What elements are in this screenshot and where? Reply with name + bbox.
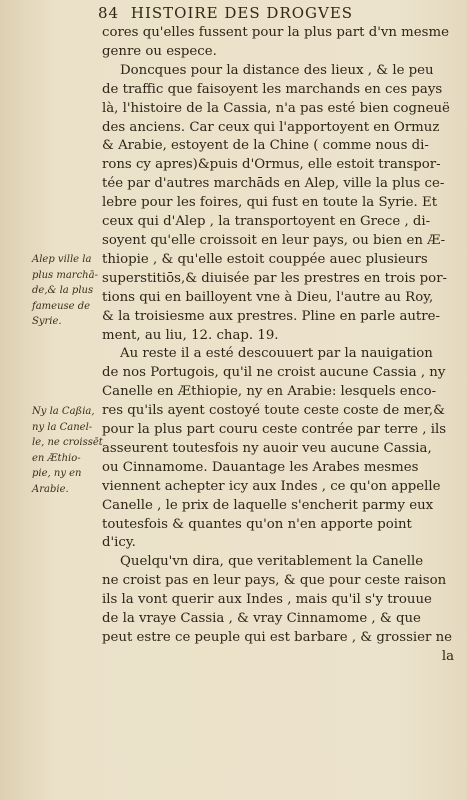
- text-line: viennent achepter icy aux Indes , ce qu'on appelle: [102, 478, 441, 494]
- text-line: peut estre ce peuple qui est barbare , & grossier ne: [102, 630, 453, 645]
- text-line: Au reste il a esté descouuert par la nauigation: [120, 346, 433, 362]
- page-header: [98, 4, 448, 22]
- margin-note-line: plus marchā-: [32, 269, 98, 281]
- margin-note-line: ny la Canel-: [32, 421, 93, 433]
- text-line: ment, au liu, 12. chap. 19.: [102, 327, 279, 343]
- margin-note-line: Syrie.: [32, 316, 62, 327]
- text-line: Doncques pour la distance des lieux , & le peu: [120, 62, 434, 78]
- margin-note-alep: [32, 252, 98, 330]
- text-line: lebre pour les foires, qui fust en toute la Syrie. Et: [102, 195, 438, 211]
- text-line: tée par d'autres marchāds en Alep, ville la plus ce-: [102, 176, 445, 192]
- text-line: thiopie , & qu'elle estoit couppée auec plusieurs: [102, 251, 428, 267]
- text-line: Canelle en Æthiopie, ny en Arabie: lesquels enco-: [102, 384, 437, 400]
- margin-note-line: pie, ny en: [32, 468, 82, 479]
- text-line: de nos Portugois, qu'il ne croist aucune Cassia , ny: [102, 365, 446, 381]
- text-line: tions qui en bailloyent vne à Dieu, l'autre au Roy,: [102, 289, 434, 305]
- margin-note-cassia: [32, 404, 103, 497]
- margin-note-line: Arabie.: [32, 483, 69, 495]
- margin-note-line: fameuse de: [32, 300, 91, 312]
- text-line: Quelqu'vn dira, que veritablement la Canelle: [120, 554, 424, 570]
- text-line: & la troisiesme aux prestres. Pline en parle autre-: [102, 308, 440, 324]
- text-line: rons cy apres)&puis d'Ormus, elle estoit transpor-: [102, 157, 441, 173]
- catchword: la: [441, 648, 454, 664]
- text-line: des anciens. Car ceux qui l'apportoyent en Ormuz: [102, 119, 440, 135]
- text-line: ils la vont querir aux Indes , mais qu'il s'y trouue: [102, 592, 432, 608]
- text-line: cores qu'elles fussent pour la plus part d'vn mesme: [102, 25, 449, 40]
- text-line: soyent qu'elle croissoit en leur pays, ou bien en Æ-: [102, 232, 446, 248]
- text-line: ne croist pas en leur pays, & que pour ceste raison: [102, 573, 447, 589]
- text-line: genre ou espece.: [102, 43, 217, 59]
- margin-note-line: le, ne croissēt: [32, 437, 103, 448]
- text-line: là, l'histoire de la Cassia, n'a pas esté bien cogneuë: [102, 100, 450, 116]
- text-line: de la vraye Cassia , & vray Cinnamome , & que: [102, 611, 421, 627]
- text-line: Canelle , le prix de laquelle s'encherit parmy eux: [102, 497, 434, 513]
- body-text: [102, 24, 454, 667]
- margin-note-line: de,& la plus: [32, 285, 94, 296]
- text-line: toutesfois & quantes qu'on n'en apporte point: [102, 516, 412, 532]
- text-line: d'icy.: [102, 535, 136, 551]
- text-line: ceux qui d'Alep , la transportoyent en Grece , di-: [102, 214, 431, 230]
- text-line: pour la plus part couru ceste contrée par terre , ils: [102, 422, 447, 438]
- page-number: 84: [98, 4, 120, 22]
- text-line: de traffic que faisoyent les marchands en ces pays: [102, 81, 443, 97]
- running-title: HISTOIRE DES DROGVES: [130, 4, 354, 22]
- text-line: ou Cinnamome. Dauantage les Arabes mesmes: [102, 459, 419, 475]
- margin-note-line: Ny la Caßia,: [32, 406, 95, 417]
- text-line: res qu'ils ayent costoyé toute ceste coste de mer,&: [102, 403, 445, 419]
- text-line: & Arabie, estoyent de la Chine ( comme nous di-: [102, 138, 429, 154]
- text-line: asseurent toutesfois ny auoir veu aucune Cassia,: [102, 440, 432, 456]
- margin-note-line: Alep ville la: [32, 254, 92, 265]
- text-line: superstitiōs,& diuisée par les prestres en trois por-: [102, 270, 448, 286]
- margin-note-line: en Æthio-: [32, 452, 81, 464]
